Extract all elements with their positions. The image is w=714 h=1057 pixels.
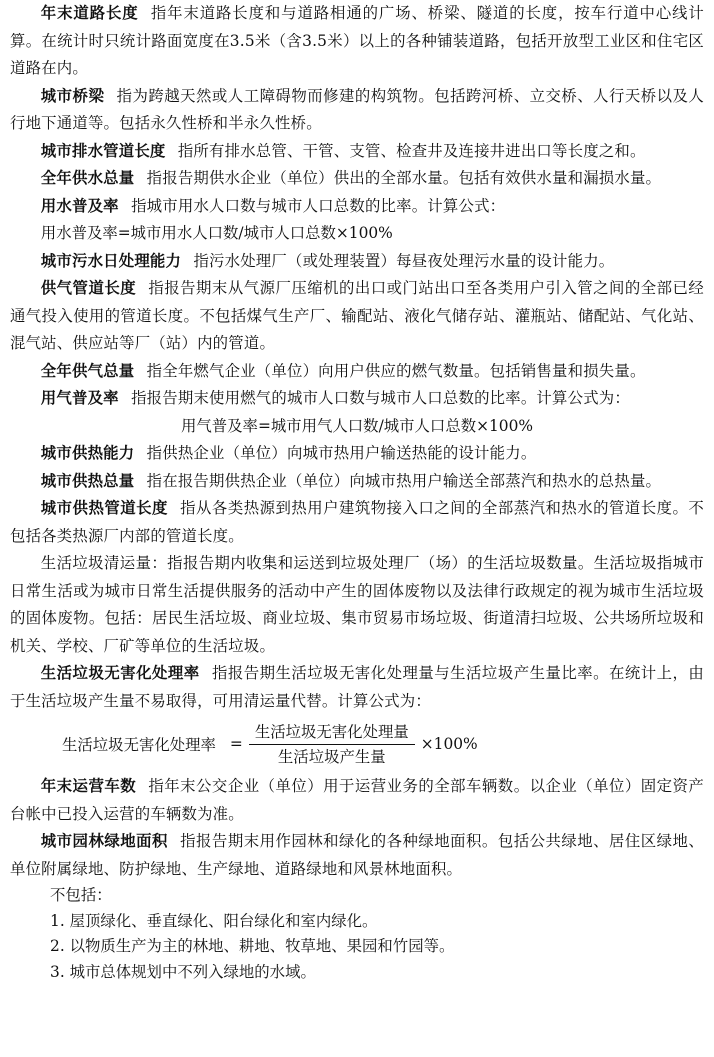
term-definition: 指污水处理厂（或处理装置）每昼夜处理污水量的设计能力。 — [193, 251, 615, 270]
entry-gas-supply — [10, 358, 704, 386]
exclusion-item: 2. 以物质生产为主的林地、耕地、牧草地、果园和竹园等。 — [50, 937, 455, 956]
entry-heating-capacity — [10, 440, 704, 468]
term-definition: 指报告期供水企业（单位）供出的全部水量。包括有效供水量和漏损水量。 — [146, 169, 662, 187]
gas-coverage-formula: 用气普及率=城市用气人口数/城市人口总数×100% — [180, 416, 533, 435]
term-definition: 指城市用水人口数与城市人口总数的比率。计算公式： — [131, 196, 506, 215]
exclusion-item: 3. 城市总体规划中不列入绿地的水域。 — [50, 962, 316, 981]
term-label: 城市供热管道长度 — [40, 499, 168, 517]
formula-denominator: 生活垃圾产生量 — [277, 747, 386, 766]
exclusion-item: 1. 屋顶绿化、垂直绿化、阳台绿化和室内绿化。 — [50, 911, 378, 930]
term-label: 生活垃圾无害化处理率 — [40, 664, 200, 682]
term-definition: 指年末公交企业（单位）用于运营业务的全部车辆数。以企业（单位）固定资产台帐中已投入运营的车辆数为准。 — [10, 777, 704, 823]
term-label: 城市供热总量 — [40, 471, 135, 490]
entry-green-area — [10, 828, 704, 883]
term-label: 年末道路长度 — [40, 4, 139, 22]
entry-drainage-length — [10, 138, 704, 166]
term-definition: 指年末道路长度和与道路相通的广场、桥梁、隧道的长度，按车行道中心线计算。在统计时只统计路面宽度在3.5米（含3.5米）以上的各种铺装道路，包括开放型工业区和住宅区道路在内。 — [10, 4, 704, 77]
entry-heating-total — [10, 468, 704, 496]
term-label: 全年供水总量 — [40, 169, 135, 187]
entry-gas-pipeline — [10, 275, 704, 358]
entry-road-length — [10, 0, 704, 83]
entry-garbage-treatment-rate — [10, 660, 704, 715]
entry-sewage-capacity — [10, 248, 704, 276]
term-definition: 指所有排水总管、干管、支管、检查井及连接井进出口等长度之和。 — [177, 141, 646, 160]
term-definition: 指为跨越天然或人工障碍物而修建的构筑物。包括跨河桥、立交桥、人行天桥以及人行地下通道等。包括永久性桥和半永久性桥。 — [10, 86, 704, 132]
term-label: 用气普及率 — [40, 389, 119, 407]
formula-lhs: 生活垃圾无害化处理率 — [62, 736, 216, 754]
term-label: 全年供气总量 — [40, 361, 135, 380]
formula-fraction — [249, 721, 415, 768]
entry-operating-vehicles — [10, 773, 704, 828]
term-definition: 指报告期末使用燃气的城市人口数与城市人口总数的比率。计算公式为： — [131, 389, 630, 407]
term-definition: 指报告期末从气源厂压缩机的出口或门站出口至各类用户引入管之间的全部已经通气投入使用的管道长度。不包括煤气生产厂、输配站、液化气储存站、灌瓶站、储配站、气化站、混气站、供应站等厂（站）内的管道。 — [10, 279, 704, 352]
water-coverage-formula: 用水普及率=城市用水人口数/城市人口总数×100% — [40, 224, 393, 242]
term-label: 城市供热能力 — [40, 444, 135, 462]
term-definition: 指在报告期供热企业（单位）向城市热用户输送全部蒸汽和热水的总热量。 — [146, 471, 662, 490]
entry-water-supply — [10, 165, 704, 193]
term-label: 城市排水管道长度 — [40, 141, 166, 160]
term-label: 用水普及率 — [40, 196, 119, 215]
garbage-treatment-formula — [10, 715, 704, 773]
term-definition: 指供热企业（单位）向城市热用户输送热能的设计能力。 — [146, 444, 537, 462]
entry-bridges — [10, 83, 704, 138]
term-label: 城市污水日处理能力 — [40, 251, 182, 270]
formula-numerator: 生活垃圾无害化处理量 — [249, 721, 415, 745]
formula-equals: = — [229, 735, 243, 753]
term-label: 年末运营车数 — [40, 777, 137, 795]
term-label: 城市园林绿地面积 — [40, 832, 168, 850]
term-definition: 指从各类热源到热用户建筑物接入口之间的全部蒸汽和热水的管道长度。不包括各类热源厂内部的管道长度。 — [10, 499, 704, 545]
exclusions-heading: 不包括： — [50, 886, 112, 904]
entry-gas-coverage — [10, 385, 704, 413]
entry-heating-pipeline — [10, 495, 704, 550]
term-definition: 指全年燃气企业（单位）向用户供应的燃气数量。包括销售量和损失量。 — [146, 361, 646, 380]
term-definition: 指报告期末用作园林和绿化的各种绿地面积。包括公共绿地、居住区绿地、单位附属绿地、防护绿地、生产绿地、道路绿地和风景林地面积。 — [10, 832, 704, 878]
term-definition: 生活垃圾清运量：指报告期内收集和运送到垃圾处理厂（场）的生活垃圾数量。生活垃圾指城市日常生活或为城市日常生活提供服务的活动中产生的固体废物以及法律行政规定的视为城市生活垃圾的固体废物。包括：居民生活垃圾、商业垃圾、集市贸易市场垃圾、街道清扫垃圾、公共场所垃圾和机关、学校、厂矿等单位的生活垃圾。 — [10, 554, 704, 655]
formula-rhs: ×100% — [420, 735, 478, 753]
entry-water-coverage — [10, 193, 704, 221]
entry-garbage-collection — [10, 550, 704, 660]
term-label: 城市桥梁 — [40, 86, 105, 105]
term-label: 供气管道长度 — [40, 279, 137, 297]
term-definition: 指报告期生活垃圾无害化处理量与生活垃圾产生量比率。在统计上，由于生活垃圾产生量不易取得，可用清运量代替。计算公式为： — [10, 664, 704, 710]
